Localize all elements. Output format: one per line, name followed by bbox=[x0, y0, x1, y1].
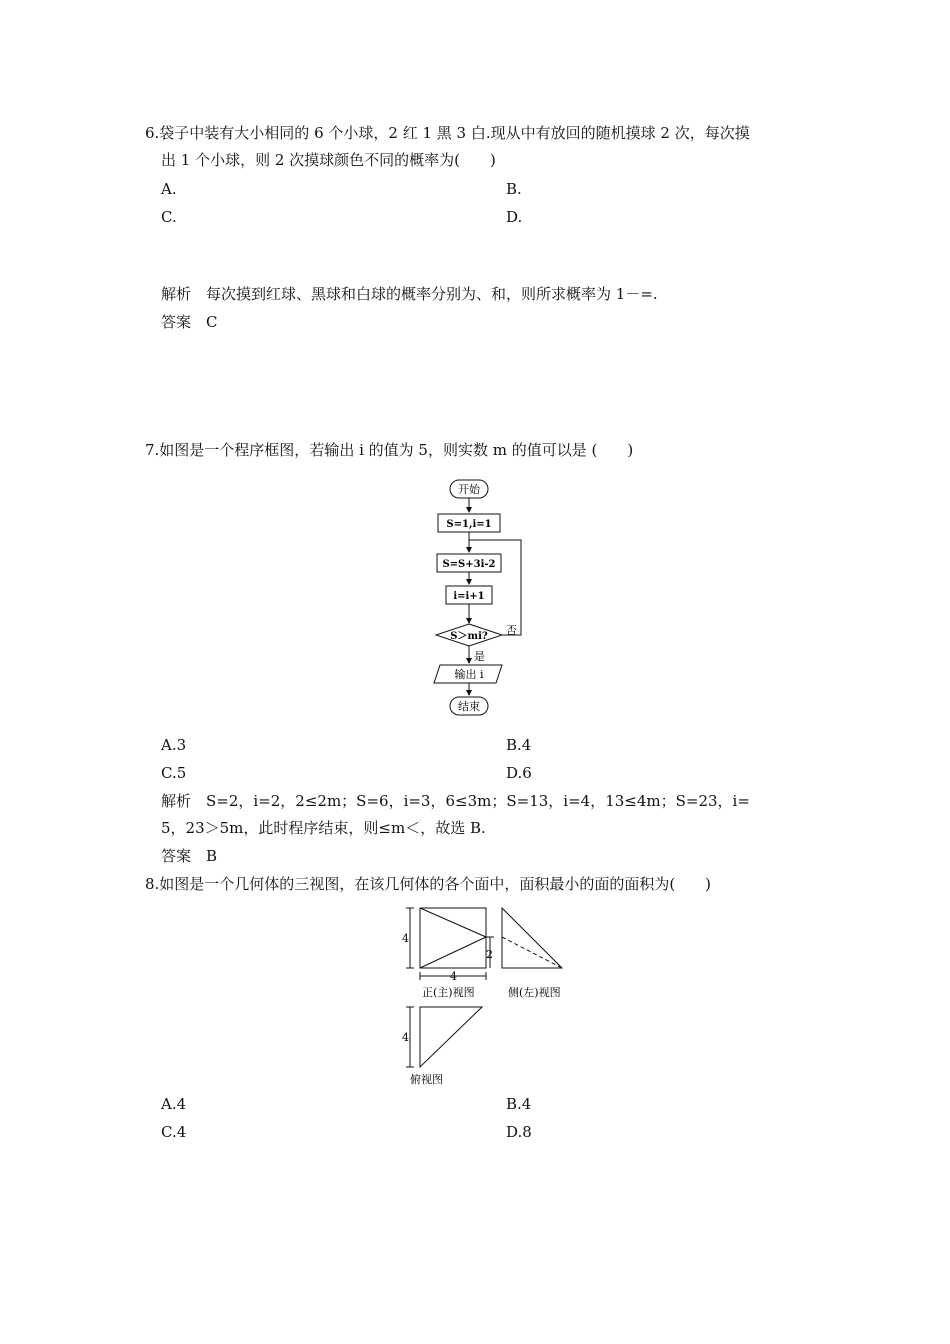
q8-option-b: B.4 bbox=[506, 1095, 532, 1113]
q6-option-d: D. bbox=[506, 208, 523, 226]
q7-option-a: A.3 bbox=[161, 736, 187, 754]
front-width-dim: 4 bbox=[450, 970, 457, 983]
q6-analysis: 解析 每次摸到红球、黑球和白球的概率分别为、和，则所求概率为 1－=. bbox=[161, 285, 658, 303]
front-view bbox=[402, 908, 494, 999]
q7-analysis-line1: 解析 S=2，i=2，2≤2m；S=6，i=3，6≤3m；S=13，i=4，13≤4m；S=23，i= bbox=[161, 792, 750, 810]
side-view-caption: 侧(左)视图 bbox=[508, 986, 561, 999]
side-view bbox=[502, 908, 562, 999]
q7-option-b: B.4 bbox=[506, 736, 532, 754]
q8-three-views bbox=[400, 900, 575, 1090]
q7-answer: 答案 B bbox=[161, 847, 218, 865]
q6-option-c: C. bbox=[161, 208, 177, 226]
q8-option-c: C.4 bbox=[161, 1123, 187, 1141]
flow-init-label: S=1,i=1 bbox=[446, 519, 492, 530]
q6-stem-line1: 6.袋子中装有大小相同的 6 个小球，2 红 1 黑 3 白.现从中有放回的随机摸球 2 次，每次摸 bbox=[145, 124, 750, 142]
flow-no-label: 否 bbox=[506, 624, 517, 637]
top-view-caption: 俯视图 bbox=[410, 1073, 443, 1086]
q7-stem: 7.如图是一个程序框图，若输出 i 的值为 5，则实数 m 的值可以是 ( ) bbox=[145, 441, 634, 459]
q8-stem: 8.如图是一个几何体的三视图，在该几何体的各个面中，面积最小的面的面积为( ) bbox=[145, 875, 712, 893]
q7-flowchart bbox=[420, 474, 540, 724]
front-small-dim: 2 bbox=[486, 948, 493, 961]
front-view-caption: 正(主)视图 bbox=[422, 986, 475, 999]
flow-condition-label: S＞mi? bbox=[450, 631, 488, 642]
front-height-dim: 4 bbox=[402, 932, 409, 945]
flow-end-label: 结束 bbox=[458, 700, 480, 713]
q6-stem-line2: 出 1 个小球，则 2 次摸球颜色不同的概率为( ) bbox=[161, 151, 496, 169]
flow-update-i-label: i=i+1 bbox=[453, 591, 485, 602]
q6-option-b: B. bbox=[506, 180, 522, 198]
q8-option-d: D.8 bbox=[506, 1123, 532, 1141]
q6-option-a: A. bbox=[161, 180, 177, 198]
q7-option-c: C.5 bbox=[161, 764, 187, 782]
top-view bbox=[402, 1007, 482, 1086]
flow-start-label: 开始 bbox=[458, 483, 480, 496]
top-height-dim: 4 bbox=[402, 1031, 409, 1044]
flow-yes-label: 是 bbox=[474, 650, 485, 663]
q6-answer: 答案 C bbox=[161, 313, 218, 331]
q7-analysis-line2: 5，23＞5m，此时程序结束，则≤m＜，故选 B. bbox=[161, 819, 486, 837]
q7-option-d: D.6 bbox=[506, 764, 532, 782]
flow-update-s-label: S=S+3i-2 bbox=[442, 559, 496, 570]
q8-option-a: A.4 bbox=[161, 1095, 187, 1113]
flow-output-label: 输出 i bbox=[454, 668, 484, 681]
